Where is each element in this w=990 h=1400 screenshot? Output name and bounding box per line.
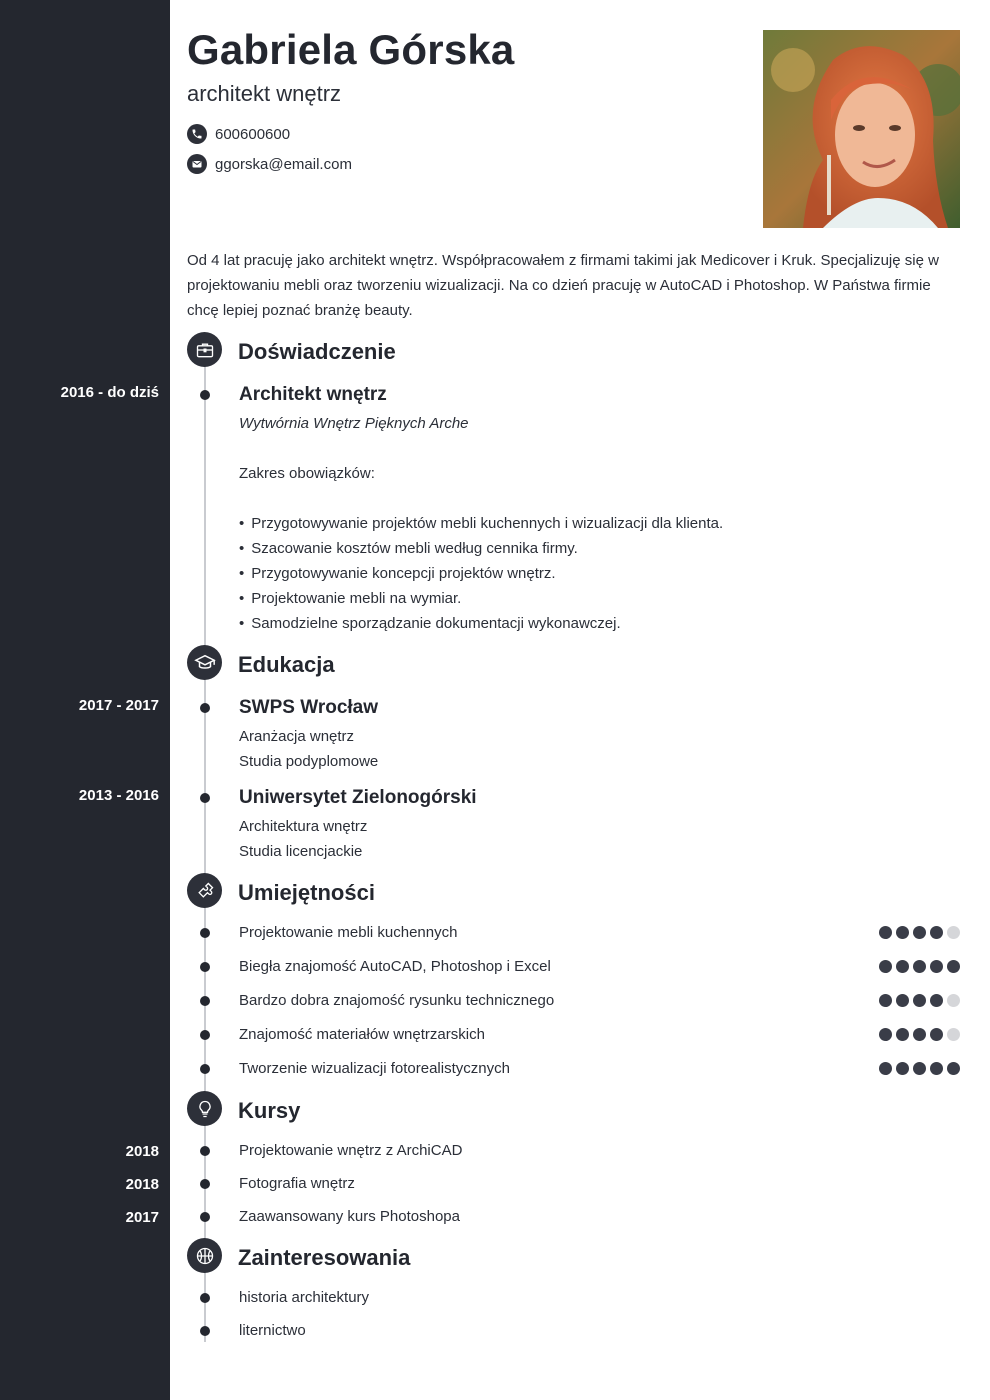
list-item: • Projektowanie mebli na wymiar. (239, 586, 723, 611)
experience-company: Wytwórnia Wnętrz Pięknych Arche (239, 415, 469, 432)
education-degree: Studia podyplomowe (239, 753, 379, 770)
rating-dot-filled (930, 1028, 943, 1041)
timeline-dot (200, 962, 210, 972)
skill-rating (879, 960, 960, 973)
job-title: architekt wnętrz (187, 81, 342, 106)
rating-dot-filled (930, 926, 943, 939)
rating-dot-filled (930, 960, 943, 973)
interest-item: historia architektury (239, 1289, 370, 1306)
timeline-dot (200, 703, 210, 713)
briefcase-icon (187, 332, 222, 367)
list-item: • Przygotowywanie koncepcji projektów wnętrz. (239, 561, 723, 586)
section-title-interests: Zainteresowania (238, 1245, 411, 1270)
rating-dot-filled (913, 1062, 926, 1075)
graduation-cap-icon (187, 645, 222, 680)
section-title-courses: Kursy (238, 1098, 301, 1123)
phone-number[interactable]: 600600600 (215, 125, 291, 143)
timeline-dot (200, 1146, 210, 1156)
profile-summary: Od 4 lat pracuję jako architekt wnętrz. Współpracowałem z firmami takimi jak Medicover i Kruk. Specjalizuję się w projektowaniu mebli oraz tworzeniu wizualizacji. Na co dzień pracuję w AutoCAD i Photoshop. W Państwa firmie chcę lepiej poznać branżę beauty. (187, 252, 939, 319)
rating-dot-filled (879, 1062, 892, 1075)
education-date: 2017 - 2017 (78, 697, 159, 714)
timeline-dot (200, 1179, 210, 1189)
timeline-dot (200, 1064, 210, 1074)
course-date: 2017 (125, 1209, 159, 1226)
contact-email (187, 153, 352, 175)
profile-photo (763, 30, 960, 228)
course-date: 2018 (125, 1176, 159, 1193)
rating-dot-filled (896, 994, 909, 1007)
timeline-dot (200, 793, 210, 803)
timeline-dot (200, 1212, 210, 1222)
experience-duties-list (239, 511, 723, 636)
interest-item: liternictwo (239, 1322, 306, 1339)
rating-dot-filled (930, 994, 943, 1007)
envelope-icon (187, 154, 207, 174)
education-field: Architektura wnętrz (239, 818, 368, 835)
rating-dot-filled (896, 1062, 909, 1075)
education-date: 2013 - 2016 (78, 787, 159, 804)
list-item: • Przygotowywanie projektów mebli kuchennych i wizualizacji dla klienta. (239, 511, 723, 536)
skill-name: Tworzenie wizualizacji fotorealistycznych (239, 1060, 510, 1077)
rating-dot-filled (913, 994, 926, 1007)
rating-dot-filled (879, 960, 892, 973)
education-degree: Studia licencjackie (239, 843, 363, 860)
course-name: Fotografia wnętrz (239, 1175, 355, 1192)
skill-name: Projektowanie mebli kuchennych (239, 924, 458, 941)
rating-dot-filled (896, 960, 909, 973)
course-name: Zaawansowany kurs Photoshopa (239, 1208, 460, 1225)
experience-duties-label: Zakres obowiązków: (239, 465, 375, 482)
skill-rating (879, 1062, 960, 1075)
course-name: Projektowanie wnętrz z ArchiCAD (239, 1142, 463, 1159)
timeline-line (204, 366, 206, 1342)
timeline-dot (200, 928, 210, 938)
timeline-dot (200, 996, 210, 1006)
rating-dot-filled (913, 960, 926, 973)
rating-dot-empty (947, 1028, 960, 1041)
timeline-dot (200, 1326, 210, 1336)
basketball-icon (187, 1238, 222, 1273)
rating-dot-filled (947, 1062, 960, 1075)
email-address[interactable]: ggorska@email.com (215, 155, 352, 173)
phone-icon (187, 124, 207, 144)
rating-dot-filled (896, 926, 909, 939)
education-school: Uniwersytet Zielonogórski (239, 787, 477, 808)
rating-dot-filled (879, 926, 892, 939)
candidate-name: Gabriela Górska (187, 26, 515, 73)
rating-dot-empty (947, 926, 960, 939)
section-title-education: Edukacja (238, 652, 335, 677)
rating-dot-filled (896, 1028, 909, 1041)
rating-dot-filled (879, 1028, 892, 1041)
rating-dot-filled (913, 926, 926, 939)
rating-dot-filled (879, 994, 892, 1007)
timeline-dot (200, 1293, 210, 1303)
skill-rating (879, 994, 960, 1007)
skill-rating (879, 926, 960, 939)
course-date: 2018 (125, 1143, 159, 1160)
skill-name: Biegła znajomość AutoCAD, Photoshop i Excel (239, 958, 551, 975)
list-item: • Samodzielne sporządzanie dokumentacji wykonawczej. (239, 611, 723, 636)
rating-dot-empty (947, 994, 960, 1007)
education-school: SWPS Wrocław (239, 697, 379, 718)
rating-dot-filled (947, 960, 960, 973)
rating-dot-filled (930, 1062, 943, 1075)
experience-date: 2016 - do dziś (60, 384, 159, 401)
skill-rating (879, 1028, 960, 1041)
education-field: Aranżacja wnętrz (239, 728, 355, 745)
rating-dot-filled (913, 1028, 926, 1041)
timeline-dot (200, 1030, 210, 1040)
lightbulb-icon (187, 1091, 222, 1126)
skill-name: Bardzo dobra znajomość rysunku technicznego (239, 992, 555, 1009)
section-title-experience: Doświadczenie (238, 339, 396, 364)
section-title-skills: Umiejętności (238, 880, 375, 905)
skill-name: Znajomość materiałów wnętrzarskich (239, 1026, 485, 1043)
list-item: • Szacowanie kosztów mebli według cennika firmy. (239, 536, 723, 561)
puzzle-icon (187, 873, 222, 908)
contact-phone (187, 123, 290, 145)
timeline-dot (200, 390, 210, 400)
experience-title: Architekt wnętrz (239, 384, 387, 405)
